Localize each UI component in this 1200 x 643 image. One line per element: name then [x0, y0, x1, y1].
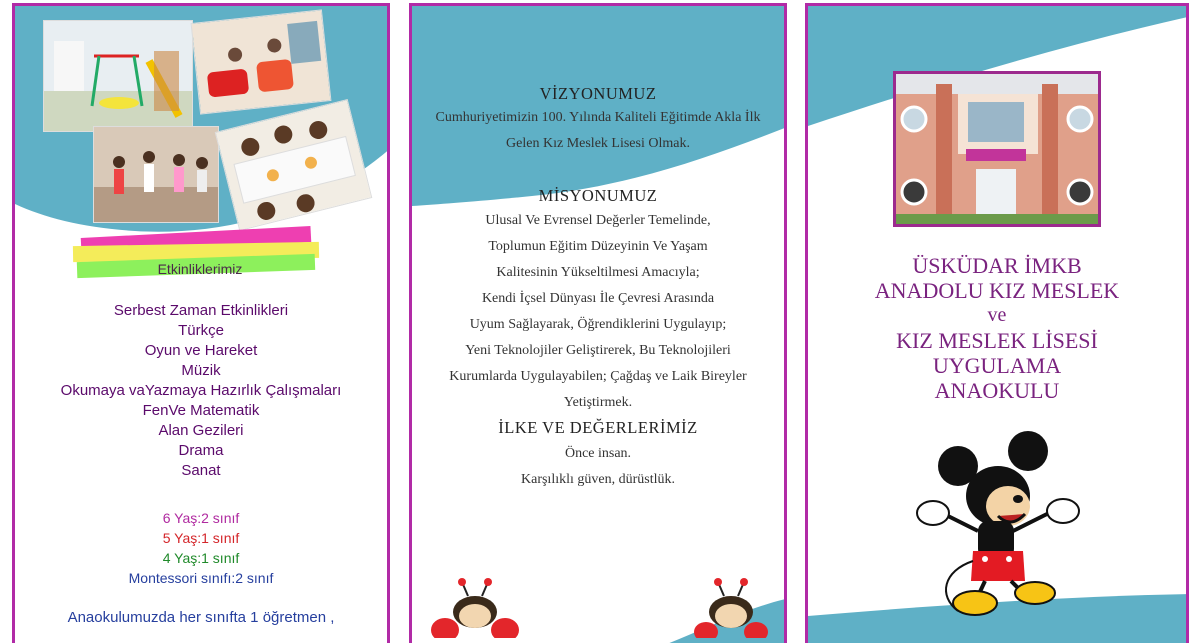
- mission-line: Yeni Teknolojiler Geliştirerek, Bu Teknolojileri: [465, 343, 731, 358]
- school-name-line: ÜSKÜDAR İMKB: [912, 253, 1082, 278]
- mission-line: Uyum Sağlayarak, Öğrendiklerini Uygulayıp;: [469, 317, 727, 332]
- list-item: Oyun ve Hareket: [144, 342, 258, 359]
- lunch-table-photo: [215, 99, 373, 231]
- cartoon-mouse-illustration: [913, 421, 1093, 621]
- ladybug-illustration: [430, 578, 520, 638]
- school-name-line: UYGULAMA: [932, 353, 1062, 378]
- classroom-photo: [191, 9, 332, 114]
- list-item: Sanat: [181, 462, 221, 479]
- mission-line: Ulusal Ve Evrensel Değerler Temelinde,: [485, 213, 711, 228]
- class-count-4: 4 Yaş:1 sınıf: [162, 550, 240, 566]
- list-item: FenVe Matematik: [142, 402, 260, 419]
- mission-line: Kendi İçsel Dünyası İle Çevresi Arasında: [481, 291, 715, 306]
- list-item: Türkçe: [178, 322, 224, 339]
- vision-line: Gelen Kız Meslek Lisesi Olmak.: [506, 136, 690, 151]
- vision-title: VİZYONUMUZ: [539, 84, 657, 103]
- panel-cover: [805, 3, 1189, 643]
- mission-line: Kalitesinin Yükseltilmesi Amacıyla;: [496, 265, 700, 280]
- mission-title: MİSYONUMUZ: [538, 186, 658, 205]
- photo-collage: [15, 6, 390, 236]
- values-line: Önce insan.: [564, 446, 632, 461]
- mission-line: Toplumun Eğitim Düzeyinin Ve Yaşam: [488, 239, 708, 254]
- footer-note: [15, 608, 387, 628]
- values-title: İLKE VE DEĞERLERİMİZ: [498, 418, 698, 437]
- list-item: Alan Gezileri: [158, 422, 244, 439]
- school-name-line: KIZ MESLEK LİSESİ: [896, 328, 1098, 353]
- mission-line: Yetiştirmek.: [563, 395, 633, 410]
- list-item: Okumaya vaYazmaya Hazırlık Çalışmaları: [60, 382, 342, 399]
- class-count-6: 6 Yaş:2 sınıf: [162, 510, 240, 526]
- class-count-5: 5 Yaş:1 sınıf: [162, 530, 240, 546]
- mission-line: Kurumlarda Uygulayabilen; Çağdaş ve Laik Bireyler: [449, 369, 747, 384]
- panel-activities: [12, 3, 390, 643]
- activities-list: [15, 301, 387, 481]
- children-dancing-photo: [93, 126, 219, 223]
- school-building-photo: [893, 71, 1101, 227]
- panel-mission: [409, 3, 787, 643]
- ladybug-illustration: [686, 578, 776, 638]
- footer-text: Anaokulumuzda her sınıfta 1 öğretmen ,: [67, 609, 335, 626]
- activities-heading: Etkinliklerimiz: [157, 261, 243, 277]
- class-count-montessori: Montessori sınıfı:2 sınıf: [128, 570, 274, 586]
- class-counts: [15, 508, 387, 588]
- list-item: Serbest Zaman Etkinlikleri: [113, 302, 289, 319]
- school-name-line: ANADOLU KIZ MESLEK: [874, 278, 1120, 303]
- school-name-line: ANAOKULU: [934, 378, 1060, 403]
- values-line: Karşılıklı güven, dürüstlük.: [521, 472, 675, 487]
- list-item: Drama: [178, 442, 224, 459]
- playground-photo: [43, 20, 193, 132]
- vision-line: Cumhuriyetimizin 100. Yılında Kaliteli Eğitimde Akla İlk: [435, 110, 761, 125]
- list-item: Müzik: [181, 362, 221, 379]
- school-name-connector: ve: [987, 304, 1007, 326]
